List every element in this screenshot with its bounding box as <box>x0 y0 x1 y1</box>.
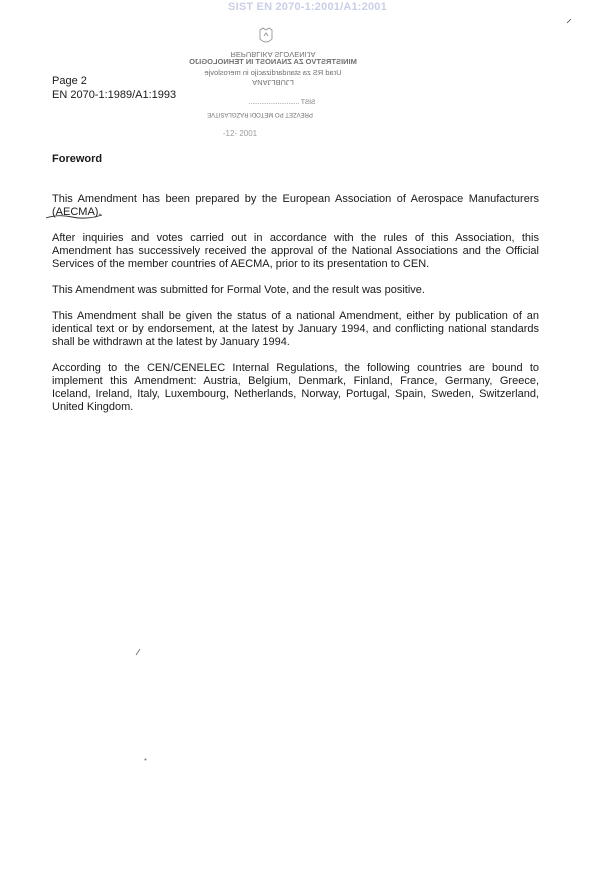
stamp-line-5: SIST ............................ <box>248 99 316 106</box>
margin-mark <box>135 648 141 656</box>
margin-mark <box>566 18 572 24</box>
foreword-heading: Foreword <box>52 153 103 165</box>
stamp-line-4: LJUBLJANA <box>252 78 294 87</box>
stamp-line-1: REPUBLIKA SLOVENIJA <box>230 50 316 59</box>
paragraph-1: This Amendment has been prepared by the European Association of Aerospace Manufacturers (AECMA). <box>52 193 539 218</box>
foreword-body <box>52 193 539 427</box>
watermark: SIST EN 2070-1:2001/A1:2001 <box>228 1 387 13</box>
handwritten-underline <box>44 207 104 221</box>
stamp-line-3: Urad RS za standardizacijo in meroslovje <box>204 68 342 77</box>
paragraph-5: According to the CEN/CENELEC Internal Regulations, the following countries are bound to implement this Amendment: Austria, Belgium, Denmark, Finland, France, Germany, Greece, Iceland, Ireland, Italy, Luxembourg, Netherlands, Norway, Portugal, Spain, Sweden, Switzerland, United Kingdom. <box>52 362 539 413</box>
paragraph-2: After inquiries and votes carried out in accordance with the rules of this Association, this Amendment has successively received the approval of the National Associations and the Official Services of the member countries of AECMA, prior to its presentation to CEN. <box>52 232 539 270</box>
stamp-date: -12- 2001 <box>222 129 258 138</box>
paragraph-4: This Amendment shall be given the status of a national Amendment, either by publication of an identical text or by endorsement, at the latest by January 1994, and conflicting national standards shall be withdrawn at the latest by January 1994. <box>52 310 539 348</box>
paragraph-3: This Amendment was submitted for Formal Vote, and the result was positive. <box>52 284 425 296</box>
page-number: Page 2 <box>52 75 87 87</box>
crest-icon <box>260 28 272 42</box>
document-number: EN 2070-1:1989/A1:1993 <box>52 89 177 101</box>
stamp-line-6: PREVZET PO METODI RAZGLASITVE <box>207 111 313 117</box>
scan-dot <box>144 758 147 761</box>
page-reference <box>52 74 176 102</box>
stamp-line-2: MINISTRSTVO ZA ZNANOST IN TEHNOLOGIJO <box>189 57 357 66</box>
approval-stamp <box>182 26 364 146</box>
